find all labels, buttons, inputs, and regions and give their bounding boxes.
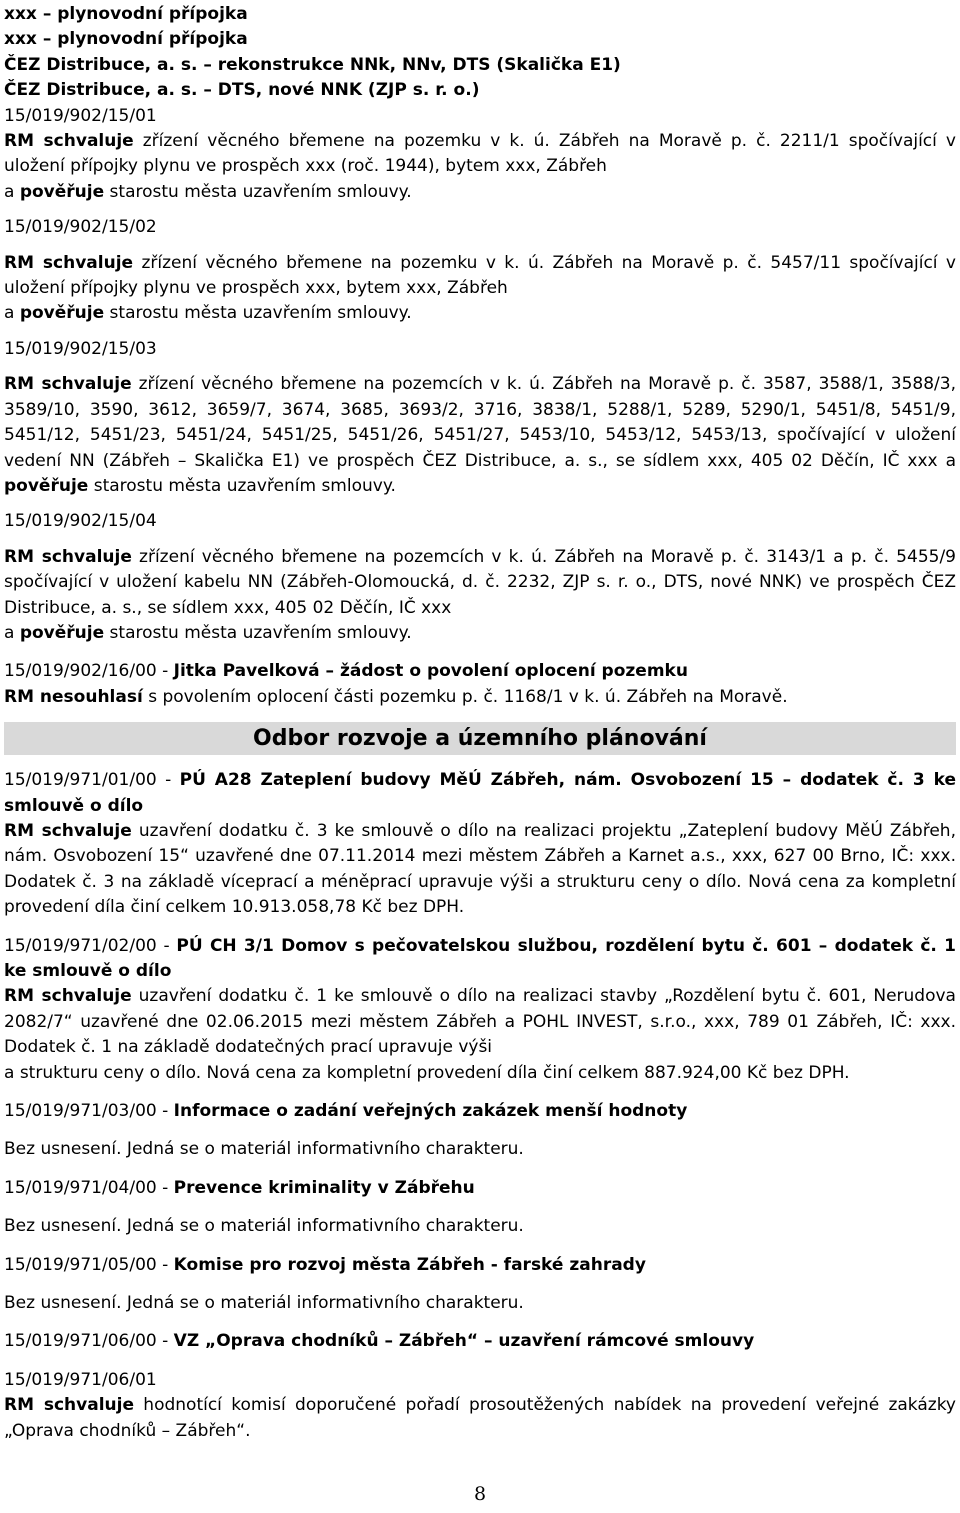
resolution-body: uzavření dodatku č. 1 ke smlouvě o dílo na realizaci stavby „Rozdělení bytu č. 601, Nerudova 2082/7“ uzavřené dne 02.06.2015 mezi městem Zábřeh a POHL INVEST, s.r.o., xxx, 789 01 Zábřeh, IČ: xxx. Dodatek č. 1 na základě dodatečných prací upravuje výši xyxy=(4,986,956,1058)
agenda-item-heading xyxy=(4,1099,956,1124)
resolution-text xyxy=(4,129,956,180)
resolution-text xyxy=(4,251,956,302)
resolution-verb: RM schvaluje xyxy=(4,546,132,567)
resolution-body: uzavření dodatku č. 3 ke smlouvě o dílo na realizaci projektu „Zateplení budovy MěÚ Zábřeh, nám. Osvobození 15“ uzavřené dne 07.11.2014 mezi městem Zábřeh a Karnet a.s., xxx, 627 00 Brno, IČ: xxx. Dodatek č. 3 na základě víceprací a méněprací upravuje výši a strukturu ceny o dílo. Nová cena za kompletní provedení díla činí celkem 10.913.058,78 Kč bez DPH. xyxy=(4,820,956,918)
resolution-text xyxy=(4,819,956,921)
agenda-item-title: PÚ A28 Zateplení budovy MěÚ Zábřeh, nám. Osvobození 15 – dodatek č. 3 ke smlouvě o dílo xyxy=(4,770,956,816)
agenda-item-note: Bez usnesení. Jedná se o materiál informativního charakteru. xyxy=(4,1139,524,1160)
text-fragment: starostu města uzavřením smlouvy. xyxy=(104,622,412,643)
resolution-id: 15/019/902/15/03 xyxy=(4,338,157,359)
resolution-verb: pověřuje xyxy=(19,303,105,324)
resolution-text xyxy=(4,372,956,499)
agenda-item-id: 15/019/971/02/00 - xyxy=(4,935,177,956)
resolution-body: zřízení věcného břemene na pozemcích v k. ú. Zábřeh na Moravě p. č. 3587, 3588/1, 3588/3, 3589/10, 3590, 3612, 3659/7, 3674, 3685, 3693/2, 3716, 3838/1, 5288/1, 5289, 5290/1, 5451/8, 5451/9, 5451/12, 5451/23, 5451/24, 5451/25, 5451/26, 5451/27, 5453/10, 5453/12, 5453/13, spočívající v uložení vedení NN (Zábřeh – Skalička E1) ve prospěch ČEZ Distribuce, a. s., se sídlem xxx, 405 02 Děčín, IČ xxx a xyxy=(4,374,956,471)
agenda-item-id: 15/019/971/01/00 - xyxy=(4,770,180,791)
agenda-item-title: PÚ CH 3/1 Domov s pečovatelskou službou, rozdělení bytu č. 601 – dodatek č. 1 ke smlouvě o dílo xyxy=(4,935,956,981)
resolution-last-line xyxy=(4,301,956,326)
resolution-verb: RM schvaluje xyxy=(4,131,134,152)
agenda-item-id: 15/019/971/04/00 - xyxy=(4,1177,174,1198)
agenda-item-id: 15/019/902/16/00 - xyxy=(4,661,174,682)
resolution-body: zřízení věcného břemene na pozemku v k. ú. Zábřeh na Moravě p. č. 5457/11 spočívající v uložení přípojky plynu ve prospěch xxx, bytem xxx, Zábřeh xyxy=(4,252,956,299)
text-fragment: starostu města uzavřením smlouvy. xyxy=(104,181,412,202)
text-fragment: a xyxy=(4,181,20,202)
agenda-item-id: 15/019/971/05/00 - xyxy=(4,1254,174,1275)
agenda-item-title: Informace o zadání veřejných zakázek menší hodnoty xyxy=(173,1101,688,1122)
agenda-item-title: Prevence kriminality v Zábřehu xyxy=(173,1177,475,1198)
resolution-text xyxy=(4,1393,956,1444)
resolution-id: 15/019/971/06/01 xyxy=(4,1369,157,1390)
resolution-verb: RM schvaluje xyxy=(4,1395,134,1416)
agenda-item-note: Bez usnesení. Jedná se o materiál informativního charakteru. xyxy=(4,1293,524,1314)
resolution-last-line xyxy=(4,621,956,646)
resolution-id: 15/019/902/15/01 xyxy=(4,105,157,126)
resolution-body: s povolením oplocení části pozemku p. č. 1168/1 v k. ú. Zábřeh na Moravě. xyxy=(142,686,788,707)
line-3: ČEZ Distribuce, a. s. – rekonstrukce NNk, NNv, DTS (Skalička E1) xyxy=(4,54,621,75)
line-4: ČEZ Distribuce, a. s. – DTS, nové NNK (ZJP s. r. o.) xyxy=(4,80,480,101)
resolution-verb: RM nesouhlasí xyxy=(4,686,143,707)
text-fragment: a xyxy=(4,622,20,643)
resolution-text xyxy=(4,685,956,710)
agenda-item-title: VZ „Oprava chodníků – Zábřeh“ – uzavření rámcové smlouvy xyxy=(173,1331,755,1352)
resolution-last-line xyxy=(4,180,956,205)
agenda-item-title: Jitka Pavelková – žádost o povolení oplocení pozemku xyxy=(173,661,688,682)
agenda-item-heading xyxy=(4,1176,956,1201)
text-fragment: starostu města uzavřením smlouvy. xyxy=(88,475,396,496)
resolution-text xyxy=(4,984,956,1060)
agenda-item-title: Komise pro rozvoj města Zábřeh - farské zahrady xyxy=(173,1254,646,1275)
resolution-verb: RM schvaluje xyxy=(4,986,132,1007)
agenda-item-note: Bez usnesení. Jedná se o materiál informativního charakteru. xyxy=(4,1216,524,1237)
text-fragment: a xyxy=(4,303,20,324)
resolution-body: hodnotící komisí doporučené pořadí prosoutěžených nabídek na provedení veřejné zakázky „Oprava chodníků – Zábřeh“. xyxy=(4,1395,956,1441)
agenda-item-id: 15/019/971/06/00 - xyxy=(4,1331,174,1352)
agenda-item-heading xyxy=(4,1329,956,1354)
resolution-verb: pověřuje xyxy=(19,622,105,643)
section-heading: Odbor rozvoje a územního plánování xyxy=(4,722,956,755)
resolution-body: zřízení věcného břemene na pozemku v k. ú. Zábřeh na Moravě p. č. 2211/1 spočívající v uložení přípojky plynu ve prospěch xxx (roč. 1944), bytem xxx, Zábřeh xyxy=(4,131,956,177)
agenda-item-heading xyxy=(4,659,956,684)
resolution-verb: pověřuje xyxy=(19,181,105,202)
page-number: 8 xyxy=(473,1483,487,1505)
line-1: xxx – plynovodní přípojka xyxy=(4,4,248,24)
resolution-verb: RM schvaluje xyxy=(4,820,132,841)
line-2: xxx – plynovodní přípojka xyxy=(4,29,248,50)
resolution-last-line: a strukturu ceny o dílo. Nová cena za kompletní provedení díla činí celkem 887.924,00 Kč bez DPH. xyxy=(4,1062,850,1083)
resolution-verb: RM schvaluje xyxy=(4,374,132,395)
text-fragment: starostu města uzavřením smlouvy. xyxy=(104,303,412,324)
agenda-item-heading xyxy=(4,934,956,985)
resolution-id: 15/019/902/15/04 xyxy=(4,511,157,532)
resolution-text xyxy=(4,545,956,621)
agenda-item-heading xyxy=(4,1253,956,1278)
resolution-verb: RM schvaluje xyxy=(4,252,134,273)
agenda-item-heading xyxy=(4,768,956,819)
resolution-body: zřízení věcného břemene na pozemcích v k. ú. Zábřeh na Moravě p. č. 3143/1 a p. č. 5455/9 spočívající v uložení kabelu NN (Zábřeh-Olomoucká, d. č. 2232, ZJP s. r. o., DTS, nové NNK) ve prospěch ČEZ Distribuce, a. s., se sídlem xxx, 405 02 Děčín, IČ xxx xyxy=(4,546,956,618)
resolution-id: 15/019/902/15/02 xyxy=(4,217,157,238)
resolution-verb: pověřuje xyxy=(4,475,89,496)
agenda-item-id: 15/019/971/03/00 - xyxy=(4,1101,174,1122)
